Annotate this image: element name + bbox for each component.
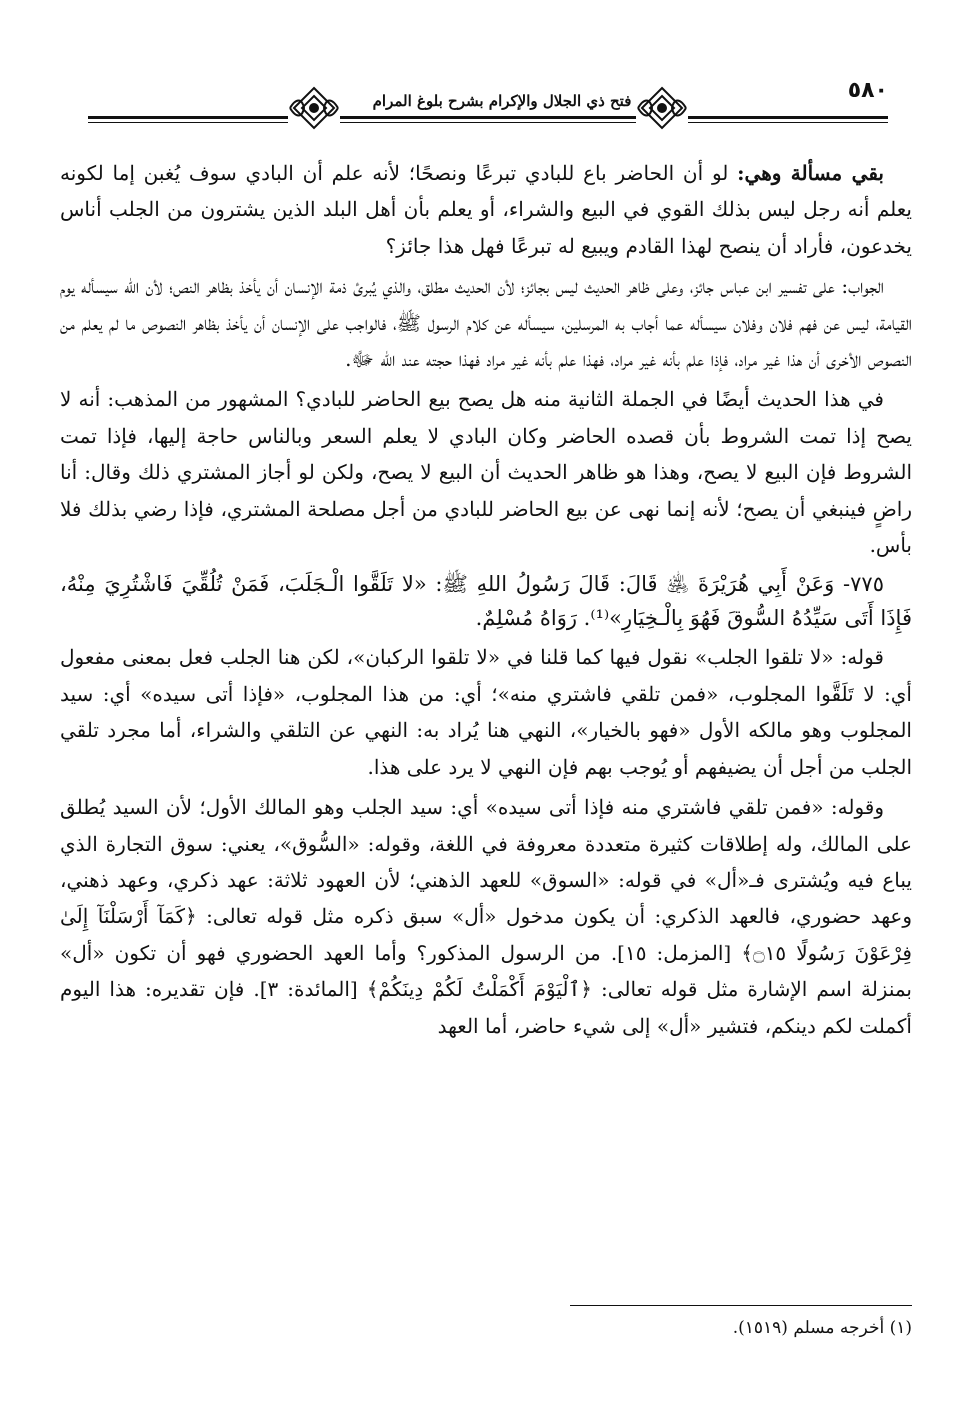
paragraph-text: الجواب: على تفسير ابن عباس جائز، وعلى ظاهر الحديث ليس بجائز؛ لأن الحديث مطلق، والذي يُبرئ ذمة الإنسان أن يأخذ بظاهر النص؛ لأن الله سيسأله يوم القيامة، ليس عن فهم فلان وفلان سيسأله عما أجاب به المرسلين، سيسأله عن كلام الرسول ﷺ، فالواجب على الإنسان أن يأخذ بظاهر النصوص ما لم يعلم من النصوص الأخرى أن هذا غير مراد، فإذا علم بأنه غير مراد، فهذا علم بأنه غير مراد فهذا حجته عند الله ﷻ. bbox=[60, 274, 912, 372]
page-header bbox=[88, 78, 888, 140]
paragraph-text: في هذا الحديث أيضًا في الجملة الثانية منه هل يصح بيع الحاضر للبادي؟ المشهور من المذهب: أنه لا يصح إذا تمت الشروط بأن قصده الحاضر وكان البادي لا يعلم السعر وبالناس حاجة إليها، فإذا تمت الشروط فإن البيع لا يصح، وهذا هو ظاهر الحديث أن البيع لا يصح، ولكن لو أجاز المشتري ذلك وقال: أنا راضٍ فينبغي أن يصح؛ لأنه إنما نهى عن بيع الحاضر للبادي من أجل مصلحة المشتري، فإذا رضي بذلك فلا بأس. bbox=[60, 387, 912, 558]
page-body bbox=[60, 155, 912, 1044]
ornament-icon bbox=[288, 84, 340, 132]
paragraph bbox=[60, 381, 912, 563]
paragraph-lead: بقي مسألة وهي: bbox=[737, 161, 884, 185]
header-rule-thin bbox=[88, 122, 888, 123]
ornament-icon bbox=[636, 84, 688, 132]
paragraph bbox=[60, 155, 912, 264]
running-title: فتح ذي الجلال والإكرام بشرح بلوغ المرام bbox=[353, 92, 651, 110]
paragraph-text: لو أن الحاضر باع للبادي تبرعًا ونصحًا؛ لأنه علم أن البادي سوف يُغبن إما لكونه يعلم أنه رجل ليس بذلك القوي في البيع والشراء، أو يعلم بأن أهل البلد الذين يشترون من الجلب أناس يخدعون، فأراد أن ينصح لهذا القادم ويبيع له تبرعًا فهل هذا جائز؟ bbox=[60, 161, 912, 258]
footnote: (١) أخرجه مسلم (١٥١٩). bbox=[732, 1318, 912, 1338]
paragraph bbox=[60, 268, 912, 377]
header-rule bbox=[88, 116, 888, 119]
commentary-paragraph: وقوله: «فمن تلقي فاشتري منه فإذا أتى سيده» أي: سيد الجلب وهو المالك الأول؛ لأن السيد يُطلق على المالك، وله إطلاقات كثيرة متعددة معروفة في اللغة، وقوله: «السُّوق»، يعني: سوق التجارة الذي يباع فيه ويُشترى فـ«أل» في قوله: «السوق» للعهد الذهني؛ لأن العهود ثلاثة: عهد ذكري، وعهد ذهني، وعهد حضوري، فالعهد الذكري: أن يكون مدخول «أل» سبق ذكره مثل قوله تعالى: ﴿كَمَآ أَرْسَلْنَآ إِلَىٰ فِرْعَوْنَ رَسُولًا ۝١٥﴾ [المزمل: ١٥]. من الرسول المذكور؟ وأما العهد الحضوري فهو أن تكون «أل» بمنزلة اسم الإشارة مثل قوله تعالى: ﴿ٱلْيَوْمَ أَكْمَلْتُ لَكُمْ دِينَكُمْ﴾ [المائدة: ٣]. فإن تقديره: هذا اليوم أكملت لكم دينكم، فتشير «أل» إلى شيء حاضر، أما العهد bbox=[60, 795, 913, 1038]
footnote-rule bbox=[570, 1305, 912, 1306]
page-number: ٥٨٠ bbox=[847, 78, 888, 103]
hadith-text: ٧٧٥- وَعَنْ أَبِي هُرَيْرَةَ ﵁ قَالَ: قَالَ رَسُولُ اللهِ ﷺ: «لا تَلَقَّوا الْـجَلَبَ، فَمَنْ تُلُقِّيَ فَاشْتُرِيَ مِنْهُ، فَإِذَا أَتَى سَيِّدُهُ السُّوقَ فَهُوَ بِالْـخِيَارِ»⁽¹⁾. رَوَاهُ مُسْلِمٌ. bbox=[60, 572, 912, 631]
commentary-paragraph: قوله: «لا تلقوا الجلب» نقول فيها كما قلنا في «لا تلقوا الركبان»، لكن هنا الجلب فعل بمعنى مفعول أي: لا تَلَقَّوا المجلوب، «فمن تلقي فاشتري منه»؛ أي: من هذا المجلوب، «فإذا أتى سيده» أي: سيد المجلوب وهو مالكه الأول «فهو بالخيار»، النهي هنا يُراد به: النهي عن التلقي والشراء، أما مجرد تلقي الجلب من أجل أن يضيفهم أو يُوجب بهم فإن النهي لا يرد على هذا. bbox=[60, 645, 912, 779]
